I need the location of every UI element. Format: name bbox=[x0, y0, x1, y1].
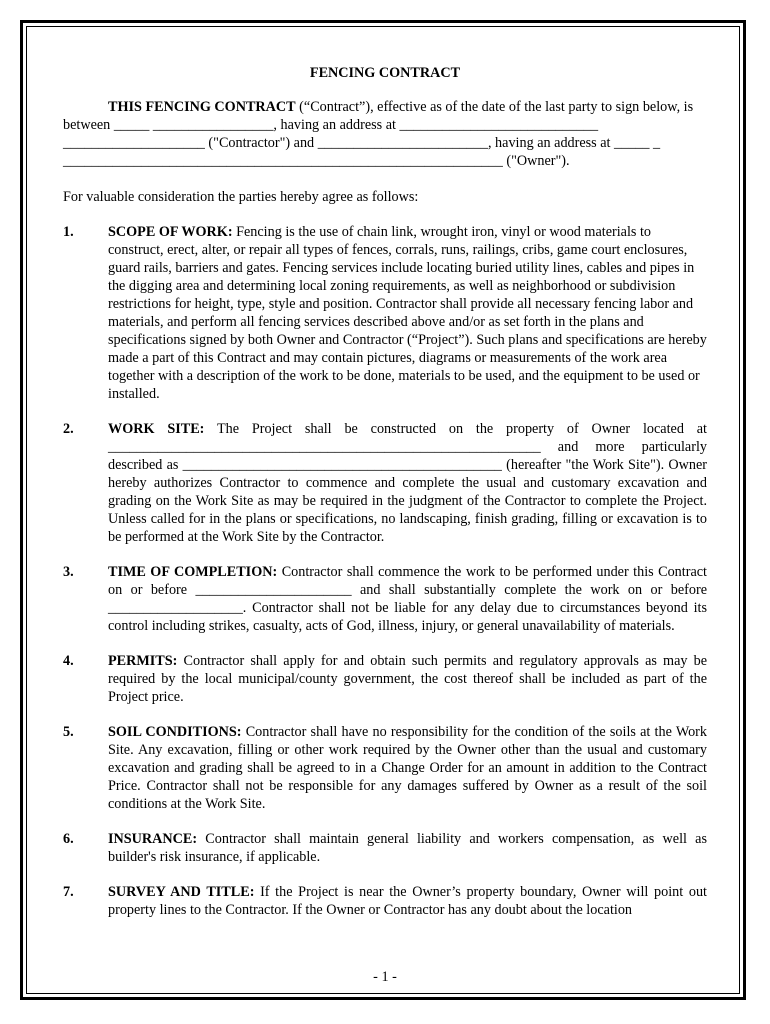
section-text: If the Project is near the Owner’s property boundary, Owner will point out property lines to the Contractor. If the Owner or Contractor has any doubt about the location bbox=[108, 884, 707, 918]
section-heading: SCOPE OF WORK: bbox=[108, 224, 233, 240]
section-work-site bbox=[63, 420, 707, 546]
section-heading: SOIL CONDITIONS: bbox=[108, 724, 242, 740]
document-page bbox=[63, 64, 707, 936]
section-insurance bbox=[63, 830, 707, 866]
intro-lead: THIS FENCING CONTRACT bbox=[108, 99, 296, 115]
section-text: Contractor shall maintain general liability and workers compensation, as well as builder's risk insurance, if applicable. bbox=[108, 831, 707, 865]
section-number: 4. bbox=[63, 653, 74, 669]
section-heading: PERMITS: bbox=[108, 653, 178, 669]
section-heading: WORK SITE: bbox=[108, 421, 205, 437]
section-number: 7. bbox=[63, 884, 74, 900]
section-heading: SURVEY AND TITLE: bbox=[108, 884, 255, 900]
section-text: Fencing is the use of chain link, wrought iron, vinyl or wood materials to construct, erect, alter, or repair all types of fences, corrals, runs, railings, cribs, game court enclosures, guard rails, barriers and gates. Fencing services include locating buried utility lines, cables and pipes in the digging area and determining local zoning requirements, as well as neighborhood or subdivision restrictions for height, type, style and position. Contractor shall provide all necessary fencing labor and materials, and perform all fencing services described above and/or as set forth in the plans and specifications signed by both Owner and Contractor (“Project”). Such plans and specifications are hereby made a part of this Contract and may contain pictures, diagrams or measurements of the work area together with a description of the work to be done, materials to be used, and the equipment to be used or installed. bbox=[108, 224, 707, 402]
section-heading: TIME OF COMPLETION: bbox=[108, 564, 278, 580]
section-permits bbox=[63, 652, 707, 706]
page-number: - 1 - bbox=[373, 969, 397, 985]
intro-paragraph bbox=[63, 98, 707, 170]
section-text: Contractor shall apply for and obtain such permits and regulatory approvals as may be required by the local municipal/county government, the cost thereof shall be included as part of the Project price. bbox=[108, 653, 707, 705]
section-survey-and-title bbox=[63, 883, 707, 919]
section-number: 2. bbox=[63, 421, 74, 437]
section-number: 5. bbox=[63, 724, 74, 740]
section-number: 3. bbox=[63, 564, 74, 580]
section-text: The Project shall be constructed on the property of Owner located at _____________________________________________________________ and more particularly described as _____________________________________________ (hereafter "the Work Site"). Owner hereby authorizes Contractor to commence and complete the usual and customary excavation and grading on the Work Site as may be required in the judgment of the Contractor to complete the Project. Unless called for in the plans or specifications, no landscaping, finish grading, filling or excavation is to be performed at the Work Site by the Contractor. bbox=[108, 421, 707, 545]
intro-body: (“Contract”), effective as of the date of the last party to sign below, is between _____ _________________, having an address at ____________________________ ____________________ ("Contractor") and ________________________, having an address at _____ _ ______________________________________________________________ ("Owner"). bbox=[63, 99, 694, 169]
section-number: 1. bbox=[63, 224, 74, 240]
section-scope-of-work bbox=[63, 223, 707, 403]
section-text: Contractor shall have no responsibility for the condition of the soils at the Work Site. Any excavation, filling or other work required by the Owner other than the usual and customary excavation and grading shall be agreed to in a Change Order for an amount in addition to the Contract Price. Contractor shall not be responsible for any damages suffered by Owner as a result of the soil conditions at the Work Site. bbox=[108, 724, 707, 812]
section-number: 6. bbox=[63, 831, 74, 847]
consideration-text: For valuable consideration the parties hereby agree as follows: bbox=[63, 189, 419, 205]
section-text: Contractor shall commence the work to be performed under this Contract on or before ______________________ and shall substantially complete the work on or before ___________________. Contractor shall not be liable for any delay due to circumstances beyond its control including strikes, casualty, acts of God, illness, injury, or general unavailability of materials. bbox=[108, 564, 707, 634]
document-title: FENCING CONTRACT bbox=[309, 65, 461, 81]
section-time-of-completion bbox=[63, 563, 707, 635]
section-soil-conditions bbox=[63, 723, 707, 813]
section-heading: INSURANCE: bbox=[108, 831, 198, 847]
